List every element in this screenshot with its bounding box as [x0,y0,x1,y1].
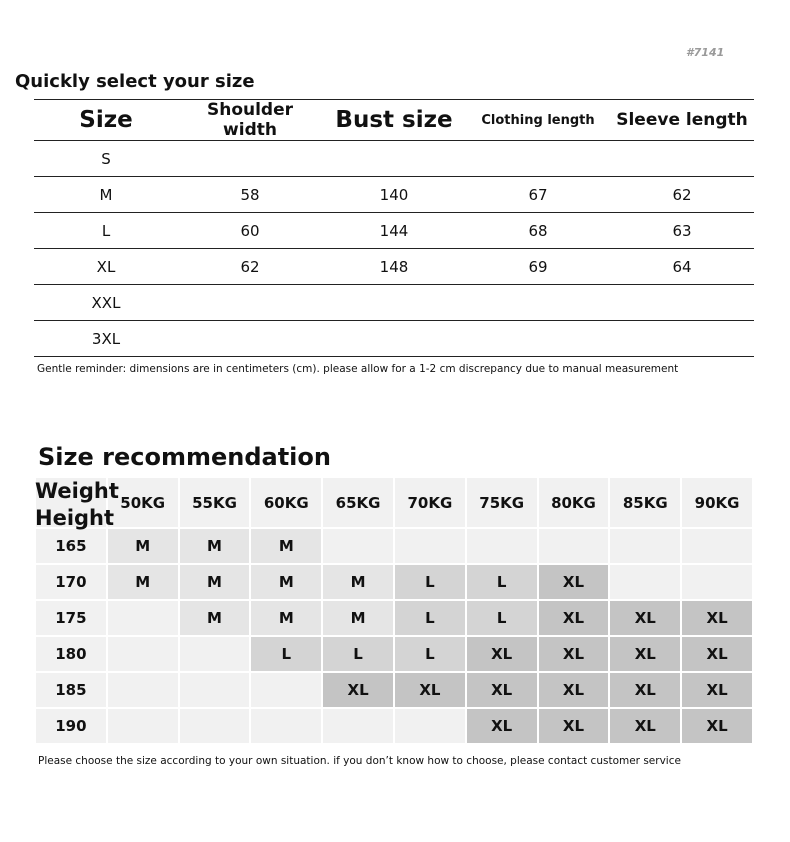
recommended-size-cell: XL [539,637,609,671]
height-cell: 180 [36,637,106,671]
recommended-size-cell [610,565,680,599]
recommended-size-cell [251,709,321,743]
recommended-size-cell: XL [467,709,537,743]
height-row [36,673,752,707]
recommended-size-cell: XL [539,601,609,635]
weight-header-cell: 90KG [682,478,752,527]
recommended-size-cell [682,529,752,563]
weight-height-label [35,478,119,532]
measurement-cell: 58 [178,177,322,213]
recommended-size-cell: L [251,637,321,671]
recommended-size-cell: XL [539,673,609,707]
recommended-size-cell: XL [539,709,609,743]
recommended-size-cell [467,529,537,563]
measurement-cell: 60 [178,213,322,249]
recommended-size-cell: M [108,529,178,563]
recommended-size-cell: XL [610,637,680,671]
measurement-cell: 63 [610,213,754,249]
size-row [34,213,754,249]
header-clothing-length: Clothing length [466,100,610,141]
weight-header-cell: 55KG [180,478,250,527]
recommended-size-cell: M [251,529,321,563]
measurement-note: Gentle reminder: dimensions are in centimeters (cm). please allow for a 1-2 cm discrepancy due to manual measurement [37,363,679,375]
measurement-cell: 144 [322,213,466,249]
recommended-size-cell: L [395,637,465,671]
height-cell: 170 [36,565,106,599]
height-label: Height [35,506,115,530]
measurement-cell [322,285,466,321]
measurement-cell [178,321,322,357]
recommended-size-cell [682,565,752,599]
size-row [34,321,754,357]
measurement-cell [466,321,610,357]
weight-header-cell: 50KG [108,478,178,527]
recommended-size-cell [180,709,250,743]
choose-size-note: Please choose the size according to your own situation. if you don’t know how to choose, please contact customer service [38,755,681,767]
recommended-size-cell: XL [323,673,393,707]
recommended-size-cell: M [108,565,178,599]
size-label-cell: M [34,177,178,213]
recommended-size-cell [251,673,321,707]
height-row [36,637,752,671]
recommended-size-cell: L [395,601,465,635]
size-chart-header-row [34,100,754,141]
measurement-cell [466,285,610,321]
size-row [34,285,754,321]
recommended-size-cell: XL [395,673,465,707]
measurement-cell: 68 [466,213,610,249]
recommended-size-cell [180,673,250,707]
height-cell: 165 [36,529,106,563]
recommended-size-cell [108,637,178,671]
measurement-cell: 62 [178,249,322,285]
weight-header-cell: 75KG [467,478,537,527]
recommended-size-cell [610,529,680,563]
recommended-size-cell [323,709,393,743]
weight-header-cell: 70KG [395,478,465,527]
recommended-size-cell: L [323,637,393,671]
measurement-cell: 62 [610,177,754,213]
recommended-size-cell [108,601,178,635]
measurement-cell [610,321,754,357]
recommended-size-cell: M [323,565,393,599]
recommended-size-cell: XL [610,673,680,707]
recommended-size-cell: M [180,529,250,563]
height-cell: 175 [36,601,106,635]
recommended-size-cell: M [180,601,250,635]
recommended-size-cell: M [180,565,250,599]
weight-header-cell: 60KG [251,478,321,527]
header-size: Size [34,100,178,141]
height-cell: 190 [36,709,106,743]
size-row [34,141,754,177]
header-bust-size: Bust size [322,100,466,141]
recommended-size-cell: M [251,601,321,635]
size-label-cell: XL [34,249,178,285]
size-label-cell: 3XL [34,321,178,357]
recommended-size-cell [395,529,465,563]
recommended-size-cell: M [251,565,321,599]
recommendation-table [34,476,754,745]
size-label-cell: XXL [34,285,178,321]
recommended-size-cell: L [467,565,537,599]
measurement-cell [466,141,610,177]
measurement-cell [322,141,466,177]
header-sleeve-length: Sleeve length [610,100,754,141]
measurement-cell [178,285,322,321]
recommended-size-cell: M [323,601,393,635]
recommended-size-cell: XL [682,709,752,743]
weight-label: Weight [35,479,119,503]
recommended-size-cell [323,529,393,563]
recommended-size-cell: XL [682,637,752,671]
recommended-size-cell [539,529,609,563]
height-cell: 185 [36,673,106,707]
recommended-size-cell [180,637,250,671]
height-row [36,601,752,635]
measurement-cell [178,141,322,177]
measurement-cell: 148 [322,249,466,285]
size-label-cell: L [34,213,178,249]
recommended-size-cell: XL [682,673,752,707]
size-row [34,249,754,285]
weight-header-cell: 80KG [539,478,609,527]
size-chart-table [34,99,754,357]
size-row [34,177,754,213]
weight-header-cell: 65KG [323,478,393,527]
recommended-size-cell: XL [467,637,537,671]
height-row [36,565,752,599]
recommended-size-cell: XL [539,565,609,599]
product-code: #7141 [686,46,725,59]
height-row [36,709,752,743]
recommendation-title: Size recommendation [38,443,331,471]
measurement-cell: 69 [466,249,610,285]
measurement-cell [610,285,754,321]
header-shoulder-width: Shoulder width [178,100,322,141]
measurement-cell [322,321,466,357]
recommended-size-cell [108,673,178,707]
recommended-size-cell: L [395,565,465,599]
recommended-size-cell [395,709,465,743]
size-label-cell: S [34,141,178,177]
recommended-size-cell: XL [467,673,537,707]
weight-header-cell: 85KG [610,478,680,527]
recommended-size-cell [108,709,178,743]
height-row [36,529,752,563]
recommended-size-cell: XL [610,709,680,743]
measurement-cell: 67 [466,177,610,213]
recommended-size-cell: L [467,601,537,635]
weight-header-row [36,478,752,527]
recommended-size-cell: XL [610,601,680,635]
measurement-cell [610,141,754,177]
measurement-cell: 140 [322,177,466,213]
size-chart-title: Quickly select your size [15,71,255,92]
recommended-size-cell: XL [682,601,752,635]
measurement-cell: 64 [610,249,754,285]
